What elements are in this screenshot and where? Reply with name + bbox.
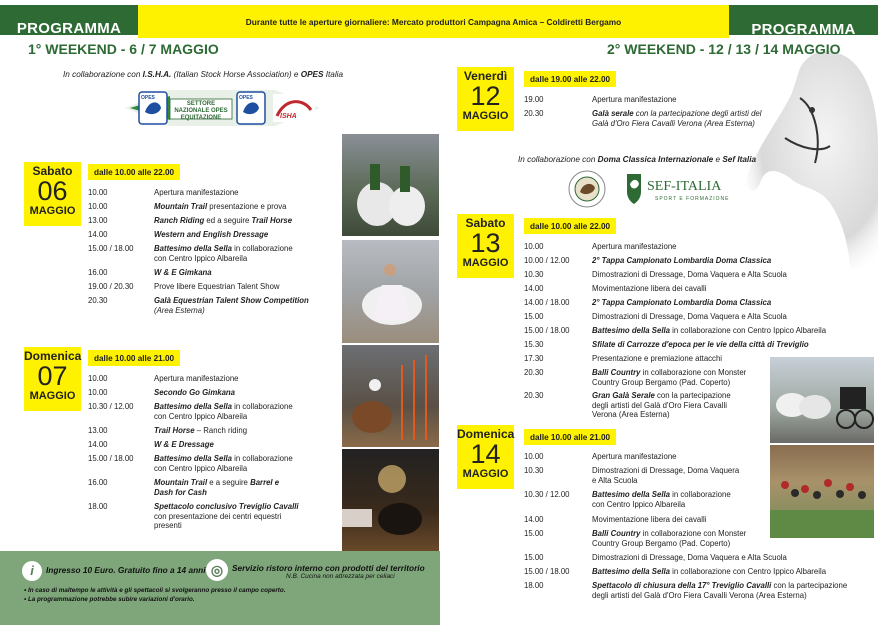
event-time: 20.30 — [524, 109, 544, 118]
event-desc: Western and English Dressage — [154, 230, 269, 239]
day-box-sat13 — [457, 214, 514, 278]
event-time: 14.00 — [524, 284, 544, 293]
event-row — [524, 109, 774, 129]
event-desc: Mountain Trail e a seguire Barrel e Dash for Cash — [154, 478, 280, 497]
event-desc: Balli Country in collaborazione con Monster Country Group Bergamo (Pad. Coperto) — [592, 529, 747, 548]
event-desc: Gran Galà Serale con la partecipazione degli artisti del Galà d'Oro Fiera Cavalli Verona (Area Esterna) — [592, 391, 731, 419]
event-time: 14.00 / 18.00 — [524, 298, 570, 307]
day-number: 12 — [470, 81, 501, 111]
event-row — [88, 402, 338, 422]
event-desc: Apertura manifestazione — [592, 242, 677, 251]
event-desc: Secondo Go Gimkana — [154, 388, 236, 397]
event-time: 10.00 — [524, 452, 544, 461]
day-name: Sabato — [465, 216, 506, 230]
day-number: 07 — [37, 361, 68, 391]
photo-carriage-art — [770, 357, 874, 443]
day-name: Domenica — [24, 349, 82, 363]
photo-rider-white-dress-art — [342, 240, 439, 343]
weekend1-collab — [63, 70, 343, 79]
event-desc: Apertura manifestazione — [154, 374, 239, 383]
header-right-title: PROGRAMMA — [751, 21, 856, 38]
day-name: Domenica — [457, 427, 515, 441]
event-row — [88, 244, 338, 264]
event-time: 10.00 / 12.00 — [524, 256, 570, 265]
event-row — [88, 502, 338, 532]
event-desc: Dimostrazioni di Dressage, Doma Vaquera e Alta Scuola — [592, 553, 787, 562]
event-desc: Trail Horse – Ranch riding — [154, 426, 248, 435]
header-banner-text: Durante tutte le aperture giornaliere: Mercato produttori Campagna Amica – Coldiretti Bergamo — [245, 17, 622, 27]
event-desc: Prove libere Equestrian Talent Show — [154, 282, 280, 291]
collab-prefix: In collaborazione con — [63, 70, 143, 79]
hours-bar-sun14: dalle 10.00 alle 21.00 — [524, 429, 616, 445]
event-desc: Battesimo della Sella in collaborazione con Centro Ippico Albareila — [154, 244, 293, 263]
event-time: 10.00 — [524, 242, 544, 251]
event-time: 17.30 — [524, 354, 544, 363]
event-desc: Spettacolo conclusivo Treviglio Cavalli con presentazione dei centri equestri presenti — [154, 502, 299, 530]
header-left-title: PROGRAMMA — [16, 20, 122, 37]
event-row — [88, 454, 338, 474]
event-row — [524, 391, 774, 421]
event-time: 10.00 — [88, 202, 108, 211]
event-time: 10.30 — [524, 466, 544, 475]
event-time: 20.30 — [88, 296, 108, 305]
event-time: 15.00 / 18.00 — [88, 244, 134, 253]
collab-org1: Doma Classica Internazionale — [597, 155, 714, 164]
event-time: 18.00 — [88, 502, 108, 511]
event-time: 14.00 — [524, 515, 544, 524]
event-time: 15.00 / 18.00 — [524, 567, 570, 576]
event-time: 15.30 — [524, 340, 544, 349]
logo-isha-text: ISHA — [280, 113, 297, 120]
plate-icon: ◎ — [206, 559, 228, 581]
event-desc: Apertura manifestazione — [154, 188, 239, 197]
event-row — [524, 581, 874, 601]
event-time: 18.00 — [524, 581, 544, 590]
hours-bar-sat13: dalle 10.00 alle 22.00 — [524, 218, 616, 234]
day-box-sun14 — [457, 425, 514, 489]
header-banner — [138, 5, 729, 38]
event-row — [88, 478, 338, 498]
event-time: 19.00 / 20.30 — [88, 282, 134, 291]
collab-org1: I.S.H.A. — [142, 70, 172, 79]
day-number: 13 — [470, 228, 501, 258]
event-desc: Apertura manifestazione — [592, 452, 677, 461]
logo-sef-text: SEF-ITALIA — [647, 179, 722, 194]
weekend1-title: 1° WEEKEND - 6 / 7 MAGGIO — [28, 41, 219, 57]
day-month: MAGGIO — [462, 110, 509, 122]
event-desc: Battesimo della Sella in collaborazione con Centro Ippico Albareila — [154, 402, 293, 421]
event-time: 10.30 / 12.00 — [524, 490, 570, 499]
photo-crowd — [770, 445, 874, 538]
day-month: MAGGIO — [29, 390, 76, 402]
event-time: 15.00 — [524, 553, 544, 562]
day-box-sat06 — [24, 162, 81, 226]
event-time: 16.00 — [88, 478, 108, 487]
event-time: 20.30 — [524, 368, 544, 377]
event-desc: Galà Equestrian Talent Show Competition (Area Esterna) — [154, 296, 309, 315]
white-horse-image — [730, 38, 878, 268]
event-desc: W & E Gimkana — [154, 268, 212, 277]
event-time: 10.00 — [88, 388, 108, 397]
collab-prefix: In collaborazione con — [518, 155, 598, 164]
event-desc: Battesimo della Sella in collaborazione con Centro Ippico Albareila — [592, 490, 731, 509]
header-left — [0, 5, 138, 35]
footer-note-1: • In caso di maltempo le attività e gli spettacoli si svolgeranno presso il campo coperto. — [24, 587, 286, 594]
event-desc: 2° Tappa Campionato Lombardia Doma Classica — [592, 256, 772, 265]
hours-bar-fri12: dalle 19.00 alle 22.00 — [524, 71, 616, 87]
event-time: 10.00 — [88, 188, 108, 197]
photo-horses-riders — [342, 134, 439, 236]
event-time: 20.30 — [524, 391, 544, 400]
day-month: MAGGIO — [462, 257, 509, 269]
event-time: 15.00 — [524, 312, 544, 321]
event-desc: Battesimo della Sella in collaborazione con Centro Ippico Albareila — [592, 567, 827, 576]
photo-barrel-race-art — [342, 345, 439, 447]
collab-mid: (Italian Stock Horse Association) e — [171, 70, 301, 79]
event-row — [88, 296, 338, 316]
footer-ticket: Ingresso 10 Euro. Gratuito fino a 14 anni — [46, 565, 206, 575]
event-desc: Mountain Trail presentazione e prova — [154, 202, 287, 211]
header-right — [729, 5, 878, 38]
weekend1-logos — [125, 86, 320, 130]
event-desc: Movimentazione libera dei cavalli — [592, 284, 707, 293]
logo-opes-text-2: OPES — [239, 95, 253, 101]
event-desc: Battesimo della Sella in collaborazione con Centro Ippico Albareila — [592, 326, 827, 335]
day-name: Sabato — [32, 164, 73, 178]
event-time: 14.00 — [88, 230, 108, 239]
event-row — [524, 466, 774, 486]
footer-food-note: N.B. Cucina non attrezzata per celiaci — [286, 573, 395, 580]
event-time: 15.00 — [524, 529, 544, 538]
photo-rider-white-dress — [342, 240, 439, 343]
photo-crowd-art — [770, 445, 874, 538]
day-name: Venerdì — [463, 69, 508, 83]
event-time: 19.00 — [524, 95, 544, 104]
logo-sef-subtext: SPORT E FORMAZIONE — [655, 196, 730, 202]
event-time: 13.00 — [88, 216, 108, 225]
event-time: 15.00 / 18.00 — [524, 326, 570, 335]
event-desc: Dimostrazioni di Dressage, Doma Vaquera e Alta Scuola — [592, 270, 787, 279]
event-desc: Movimentazione libera dei cavalli — [592, 515, 707, 524]
event-time: 13.00 — [88, 426, 108, 435]
weekend2-collab — [518, 155, 756, 164]
event-time: 14.00 — [88, 440, 108, 449]
day-box-sun07 — [24, 347, 81, 411]
event-desc: 2° Tappa Campionato Lombardia Doma Classica — [592, 298, 772, 307]
photo-carriage — [770, 357, 874, 443]
collab-suffix: Italia — [323, 70, 344, 79]
event-desc: Galà serale con la partecipazione degli artisti del Galà d'Oro Fiera Cavalli Verona (Area Esterna) — [592, 109, 762, 128]
event-desc: Dimostrazioni di Dressage, Doma Vaquera e Alta Scuola — [592, 312, 787, 321]
photo-horses-riders-art — [342, 134, 439, 236]
hours-bar-sun07: dalle 10.00 alle 21.00 — [88, 350, 180, 366]
footer-info — [0, 551, 440, 625]
event-desc: Battesimo della Sella in collaborazione con Centro Ippico Albareila — [154, 454, 293, 473]
event-time: 10.00 — [88, 374, 108, 383]
event-desc: Spettacolo di chiusura della 17° Treviglio Cavalli con la partecipazione degli artisti del Galà d'Oro Fiera Cavalli Verona (Area Esterna) — [592, 581, 848, 600]
event-row — [524, 490, 774, 510]
photo-night-show — [342, 449, 439, 552]
event-desc: Presentazione e premiazione attacchi — [592, 354, 723, 363]
event-time: 16.00 — [88, 268, 108, 277]
weekend2-title: 2° WEEKEND - 12 / 13 / 14 MAGGIO — [607, 41, 841, 57]
event-time: 10.30 / 12.00 — [88, 402, 134, 411]
day-month: MAGGIO — [462, 468, 509, 480]
event-desc: Ranch Riding ed a seguire Trail Horse — [154, 216, 293, 225]
photo-night-show-art — [342, 449, 439, 552]
event-desc: W & E Dressage — [154, 440, 214, 449]
photo-barrel-race — [342, 345, 439, 447]
hours-bar-sat06: dalle 10.00 alle 22.00 — [88, 164, 180, 180]
footer-food: Servizio ristoro interno con prodotti del territorio — [232, 563, 425, 573]
event-desc: Dimostrazioni di Dressage, Doma Vaquera e Alta Scuola — [592, 466, 740, 485]
day-month: MAGGIO — [29, 205, 76, 217]
day-box-fri12 — [457, 67, 514, 131]
event-desc: Apertura manifestazione — [592, 95, 677, 104]
event-row — [524, 368, 774, 388]
event-desc: Sfilate di Carrozze d'epoca per le vie della città di Treviglio — [592, 340, 809, 349]
event-row — [524, 529, 774, 549]
weekend2-logos — [565, 170, 735, 208]
logo-opes-text-1: OPES — [141, 95, 155, 101]
day-number: 06 — [37, 176, 68, 206]
collab-org2: Sef Italia — [722, 155, 757, 164]
logo-settore-text: SETTORE NAZIONALE OPES EQUITAZIONE — [174, 101, 228, 121]
collab-org2: OPES — [300, 70, 324, 79]
event-time: 10.30 — [524, 270, 544, 279]
footer-note-2: • La programmazione potrebbe subire variazioni d'orario. — [24, 596, 195, 603]
info-icon: i — [22, 561, 42, 581]
event-time: 15.00 / 18.00 — [88, 454, 134, 463]
event-desc: Balli Country in collaborazione con Monster Country Group Bergamo (Pad. Coperto) — [592, 368, 747, 387]
day-number: 14 — [470, 439, 501, 469]
collab-mid: e — [713, 155, 723, 164]
